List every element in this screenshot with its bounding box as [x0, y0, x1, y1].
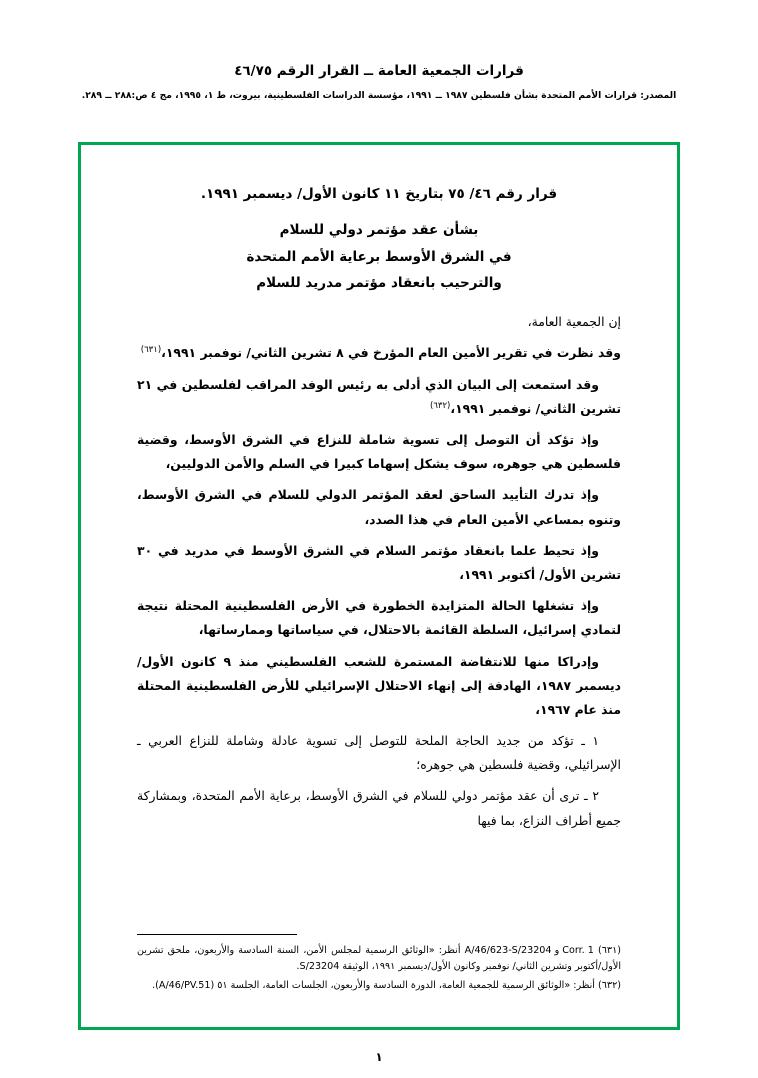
paragraph: [137, 341, 621, 365]
paragraph-text: ٢ ـ ترى أن عقد مؤتمر دولي للسلام في الشرق الأوسط، برعاية الأمم المتحدة، وبمشاركة جميع أطراف النزاع، بما فيها: [137, 788, 621, 828]
paragraph-text: وإدراكا منها للانتفاضة المستمرة للشعب الفلسطيني منذ ٩ كانون الأول/ديسمبر ١٩٨٧، الهادفة إلى إنهاء الاحتلال الإسرائيلي للأرض الفلسطينية المحتلة منذ عام ١٩٦٧،: [137, 653, 621, 717]
paragraph-text: وإذ تشغلها الحالة المتزايدة الخطورة في الأرض الفلسطينية المحتلة نتيجة لتمادي إسرائيل، السلطة القائمة بالاحتلال، في سياساتها وممارساتها،: [137, 598, 621, 638]
page-title: قرارات الجمعية العامة ــ القرار الرقم ٤٦/٧٥: [234, 63, 524, 79]
paragraph-text: وقد استمعت إلى البيان الذي أدلى به رئيس الوفد المراقب لفلسطين في ٢١ تشرين الثاني/ نوفمبر ١٩٩١،: [137, 376, 621, 416]
paragraph: [137, 594, 621, 642]
footnote-text: أنظر: «الوثائق الرسمية للجمعية العامة، الدورة السادسة والأربعون، الجلسات العامة، الجلسة ٥١ (A/46/PV.51).: [152, 980, 595, 992]
paragraph-text: ١ ـ تؤكد من جديد الحاجة الملحة للتوصل إلى تسوية عادلة وشاملة للنزاع العربي ـ الإسرائيلي، وقضية فلسطين هي جوهره؛: [137, 733, 621, 773]
resolution-subject-line-1: بشأن عقد مؤتمر دولي للسلام: [279, 222, 479, 239]
resolution-subject-line-3: والترحيب بانعقاد مؤتمر مدريد للسلام: [256, 274, 502, 291]
document-header: [0, 0, 758, 103]
paragraph-text: وإذ تدرك التأييد الساحق لعقد المؤتمر الدولي للسلام في الشرق الأوسط، وتنوه بمساعي الأمين العام في هذا الصدد،: [137, 487, 621, 527]
resolution-number-line: قرار رقم ٤٦/ ٧٥ بتاريخ ١١ كانون الأول/ ديسمبر ١٩٩١.: [200, 186, 558, 202]
resolution-subject-line-2: في الشرق الأوسط برعاية الأمم المتحدة: [246, 248, 512, 265]
resolution-heading: [137, 181, 621, 296]
paragraph: [137, 373, 621, 421]
footnote-code: A/46/623-S/23204 و Corr. 1: [464, 944, 594, 956]
frame-content: [81, 145, 677, 1027]
paragraph-text: وإذ تؤكد أن التوصل إلى تسوية شاملة للنزاع في الشرق الأوسط، وقضية فلسطين هي جوهره، سوف يشكل إسهاما كبيرا في السلم والأمن الدوليين،: [137, 432, 621, 472]
resolution-body: [137, 310, 621, 833]
paragraph: [137, 729, 621, 777]
footnotes-area: [137, 918, 621, 997]
paragraph: [137, 310, 621, 334]
paragraph: [137, 784, 621, 832]
source-line: المصدر: قرارات الأمم المتحدة بشأن فلسطين ١٩٨٧ ــ ١٩٩١، مؤسسة الدراسات الفلسطينية، بيروت، ط ١، ١٩٩٥، مج ٤ ص:٢٨٨ ــ ٢٨٩.: [81, 89, 677, 101]
paragraph: [137, 539, 621, 587]
paragraph: [137, 483, 621, 531]
paragraph-text: وقد نظرت في تقرير الأمين العام المؤرخ في ٨ تشرين الثاني/ نوفمبر ١٩٩١،: [161, 345, 621, 361]
green-border-frame: [78, 142, 680, 1030]
paragraph-text: وإذ تحيط علما بانعقاد مؤتمر السلام في الشرق الأوسط في مدريد في ٣٠ تشرين الأول/ أكتوبر ١٩٩١،: [137, 542, 621, 582]
footnote-marker: (٦٣١): [140, 345, 162, 356]
footnote-marker: (٦٣١): [598, 944, 621, 956]
paragraph: [137, 650, 621, 723]
footnote-marker: (٦٣٢): [430, 400, 451, 411]
footnotes-list: [137, 943, 621, 995]
footnote-item: [137, 978, 621, 995]
footnote-marker: (٦٣٢): [598, 980, 621, 992]
footnote-text: أنظر: «الوثائق الرسمية لمجلس الأمن، السنة السادسة والأربعون، ملحق تشرين الأول/أكتوبر وتشرين الثاني/ نوفمبر وكانون الأول/ديسمبر ١٩٩١، الوثيقة S/23204.: [137, 944, 621, 973]
footnote-item: [137, 943, 621, 977]
footnote-divider: [137, 934, 297, 935]
page-number: ١: [375, 1050, 383, 1064]
paragraph-text: إن الجمعية العامة،: [527, 314, 621, 330]
paragraph: [137, 428, 621, 476]
